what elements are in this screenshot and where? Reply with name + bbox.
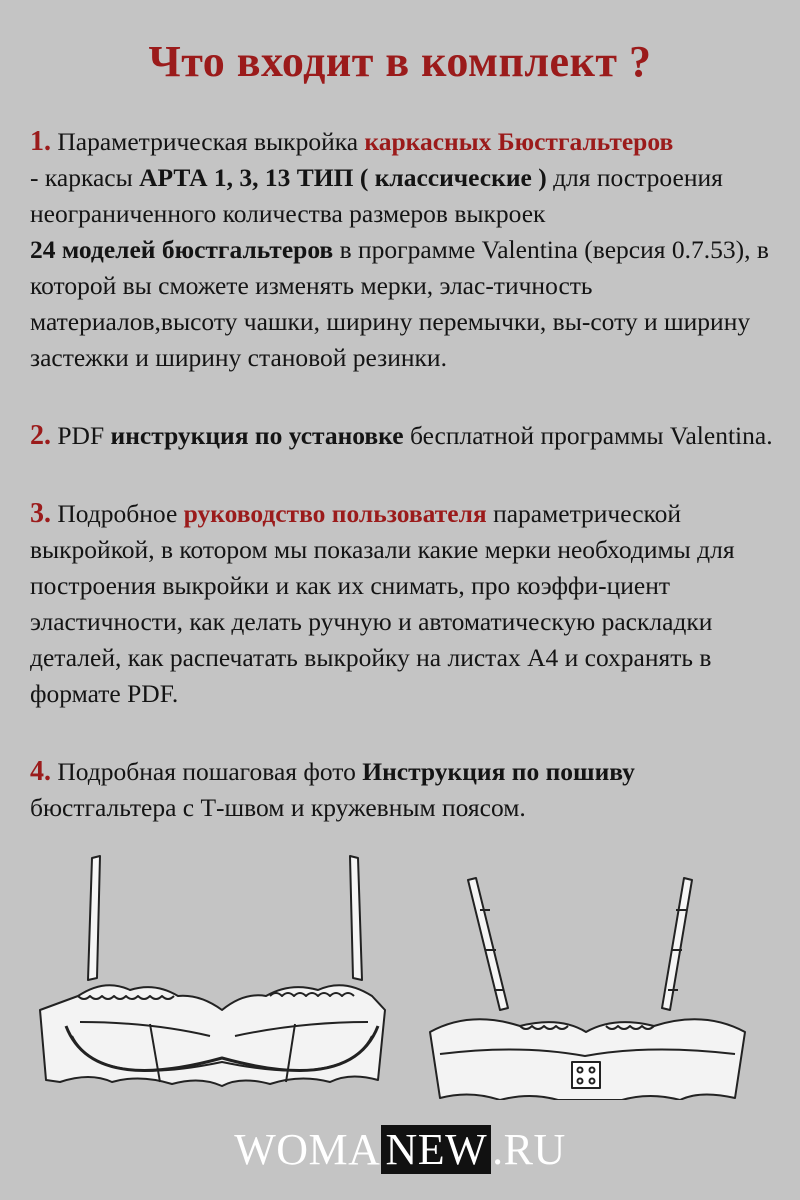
site-logo — [0, 1124, 800, 1175]
kit-contents-list — [30, 124, 775, 826]
bra-front-drawing — [40, 856, 385, 1086]
list-item-2 — [30, 418, 775, 454]
item-text: в программе Valentina (версия 0.7.53), в которой вы сможете изменять мерки, элас-тичность материалов,высоту чашки, ширину перемычки, вы-соту и ширину застежки и ширину становой резинки. — [30, 235, 769, 372]
bra-back-drawing — [430, 878, 745, 1100]
item-bold-text: АРТА 1, 3, 13 ТИП ( классические ) — [139, 163, 547, 192]
item-text: бесплатной программы Valentina. — [409, 421, 773, 450]
bra-illustrations — [0, 850, 800, 1100]
logo-domain: .RU — [492, 1125, 566, 1174]
item-text: бюстгальтера с Т-швом и кружевным поясом. — [30, 793, 526, 822]
item-text: PDF — [57, 421, 105, 450]
item-text: - каркасы — [30, 163, 133, 192]
item-text: Подробное — [57, 499, 178, 528]
item-text: параметрической выкройкой, в котором мы показали какие мерки необходимы для построения выкройки и как их снимать, про коэффи-циент эластичности, как делать ручную и автоматическую раскладки деталей, как распечатать выкройку на листах А4 и сохранять в формате PDF. — [30, 499, 735, 708]
item-number: 2. — [30, 420, 51, 451]
item-number: 4. — [30, 756, 51, 787]
logo-highlight: NEW — [381, 1125, 491, 1174]
item-number: 1. — [30, 126, 51, 157]
item-number: 3. — [30, 498, 51, 529]
item-bold-text: инструкция по установке — [110, 421, 404, 450]
list-item-4 — [30, 754, 775, 826]
item-text: для построения неограниченного количества размеров выкроек — [30, 163, 723, 228]
list-item-3 — [30, 496, 775, 712]
logo-text: WOMA — [234, 1125, 381, 1174]
item-text: Параметрическая выкройка — [57, 127, 359, 156]
item-accent-text: каркасных Бюстгальтеров — [364, 127, 674, 156]
list-item-1 — [30, 124, 775, 376]
item-bold-text: 24 моделей бюстгальтеров — [30, 235, 334, 264]
item-text: Подробная пошаговая фото — [57, 757, 356, 786]
item-accent-text: руководство пользователя — [183, 499, 487, 528]
item-bold-text: Инструкция по пошиву — [362, 757, 635, 786]
page-title: Что входит в комплект ? — [148, 37, 652, 86]
